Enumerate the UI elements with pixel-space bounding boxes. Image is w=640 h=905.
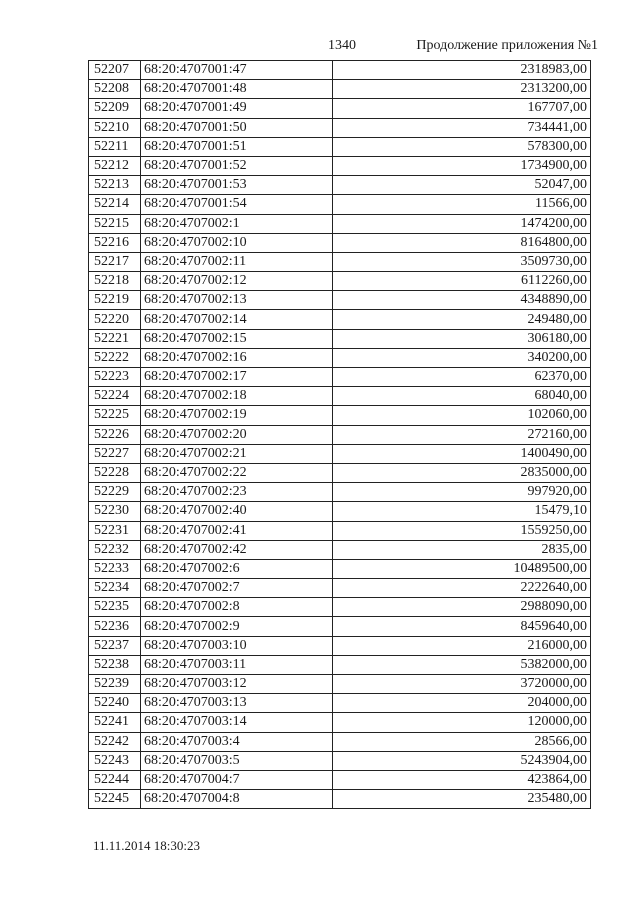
cadastral-value-cell: 5382000,00 [333,655,591,674]
cadastral-number-cell: 68:20:4707002:12 [141,272,333,291]
cadastral-number-cell: 68:20:4707001:48 [141,80,333,99]
cadastral-value-cell: 2222640,00 [333,579,591,598]
cadastral-number-cell: 68:20:4707002:21 [141,444,333,463]
cadastral-number-cell: 68:20:4707004:7 [141,770,333,789]
row-number-cell: 52211 [89,137,141,156]
cadastral-number-cell: 68:20:4707002:7 [141,579,333,598]
row-number-cell: 52234 [89,579,141,598]
table-row [89,137,591,156]
cadastral-value-cell: 4348890,00 [333,291,591,310]
row-number-cell: 52233 [89,559,141,578]
cadastral-value-cell: 216000,00 [333,636,591,655]
row-number-cell: 52223 [89,368,141,387]
table-row [89,444,591,463]
row-number-cell: 52214 [89,195,141,214]
cadastral-number-cell: 68:20:4707004:8 [141,790,333,809]
cadastral-value-cell: 340200,00 [333,348,591,367]
print-timestamp: 11.11.2014 18:30:23 [93,838,201,853]
row-number-cell: 52222 [89,348,141,367]
table-row [89,540,591,559]
cadastral-number-cell: 68:20:4707001:50 [141,118,333,137]
row-number-cell: 52219 [89,291,141,310]
table-row [89,176,591,195]
cadastral-value-cell: 2835,00 [333,540,591,559]
cadastral-value-cell: 1559250,00 [333,521,591,540]
cadastral-number-cell: 68:20:4707002:10 [141,233,333,252]
row-number-cell: 52209 [89,99,141,118]
cadastral-value-cell: 423864,00 [333,770,591,789]
table-row [89,751,591,770]
row-number-cell: 52231 [89,521,141,540]
cadastral-number-cell: 68:20:4707002:11 [141,252,333,271]
row-number-cell: 52208 [89,80,141,99]
cadastral-value-cell: 120000,00 [333,713,591,732]
table-row [89,310,591,329]
table-row [89,387,591,406]
table-row [89,655,591,674]
row-number-cell: 52245 [89,790,141,809]
row-number-cell: 52238 [89,655,141,674]
table-row [89,348,591,367]
table-row [89,713,591,732]
cadastral-number-cell: 68:20:4707001:49 [141,99,333,118]
cadastral-number-cell: 68:20:4707002:22 [141,463,333,482]
row-number-cell: 52213 [89,176,141,195]
cadastral-number-cell: 68:20:4707002:9 [141,617,333,636]
row-number-cell: 52232 [89,540,141,559]
cadastral-number-cell: 68:20:4707002:6 [141,559,333,578]
cadastral-number-cell: 68:20:4707002:19 [141,406,333,425]
cadastral-value-cell: 734441,00 [333,118,591,137]
cadastral-value-cell: 204000,00 [333,694,591,713]
table-row [89,156,591,175]
cadastral-number-cell: 68:20:4707002:16 [141,348,333,367]
cadastral-number-cell: 68:20:4707001:54 [141,195,333,214]
row-number-cell: 52217 [89,252,141,271]
cadastral-number-cell: 68:20:4707002:23 [141,483,333,502]
table-row [89,463,591,482]
row-number-cell: 52243 [89,751,141,770]
cadastral-value-cell: 1400490,00 [333,444,591,463]
cadastral-value-cell: 167707,00 [333,99,591,118]
cadastral-value-cell: 102060,00 [333,406,591,425]
cadastral-number-cell: 68:20:4707002:17 [141,368,333,387]
cadastral-value-cell: 15479,10 [333,502,591,521]
table-row [89,579,591,598]
row-number-cell: 52228 [89,463,141,482]
cadastral-value-cell: 8459640,00 [333,617,591,636]
row-number-cell: 52239 [89,675,141,694]
cadastral-value-table [88,60,590,809]
cadastral-value-cell: 68040,00 [333,387,591,406]
cadastral-value-cell: 10489500,00 [333,559,591,578]
row-number-cell: 52210 [89,118,141,137]
row-number-cell: 52220 [89,310,141,329]
table-row [89,233,591,252]
table-row [89,406,591,425]
cadastral-value-cell: 2835000,00 [333,463,591,482]
table-row [89,502,591,521]
cadastral-number-cell: 68:20:4707003:10 [141,636,333,655]
table-row [89,425,591,444]
cadastral-number-cell: 68:20:4707002:8 [141,598,333,617]
row-number-cell: 52240 [89,694,141,713]
row-number-cell: 52218 [89,272,141,291]
cadastral-number-cell: 68:20:4707003:13 [141,694,333,713]
cadastral-number-cell: 68:20:4707001:53 [141,176,333,195]
table-row [89,617,591,636]
table-row [89,252,591,271]
table-row [89,732,591,751]
cadastral-value-cell: 8164800,00 [333,233,591,252]
table-row [89,790,591,809]
cadastral-value-cell: 1474200,00 [333,214,591,233]
table-row [89,675,591,694]
cadastral-number-cell: 68:20:4707003:12 [141,675,333,694]
cadastral-number-cell: 68:20:4707002:1 [141,214,333,233]
table-row [89,272,591,291]
row-number-cell: 52207 [89,61,141,80]
cadastral-value-cell: 997920,00 [333,483,591,502]
cadastral-number-cell: 68:20:4707002:42 [141,540,333,559]
table-row [89,118,591,137]
cadastral-value-cell: 306180,00 [333,329,591,348]
cadastral-number-cell: 68:20:4707002:14 [141,310,333,329]
cadastral-number-cell: 68:20:4707003:4 [141,732,333,751]
table-row [89,694,591,713]
row-number-cell: 52242 [89,732,141,751]
cadastral-value-cell: 235480,00 [333,790,591,809]
row-number-cell: 52225 [89,406,141,425]
table-row [89,99,591,118]
row-number-cell: 52226 [89,425,141,444]
cadastral-number-cell: 68:20:4707002:41 [141,521,333,540]
cadastral-number-cell: 68:20:4707003:11 [141,655,333,674]
cadastral-value-cell: 2318983,00 [333,61,591,80]
cadastral-number-cell: 68:20:4707002:18 [141,387,333,406]
cadastral-value-cell: 3720000,00 [333,675,591,694]
table-row [89,559,591,578]
cadastral-value-cell: 578300,00 [333,137,591,156]
row-number-cell: 52212 [89,156,141,175]
table-row [89,521,591,540]
cadastral-value-cell: 249480,00 [333,310,591,329]
table-row [89,636,591,655]
cadastral-value-cell: 272160,00 [333,425,591,444]
table-body [89,61,591,809]
cadastral-value-cell: 62370,00 [333,368,591,387]
table-row [89,329,591,348]
table-row [89,291,591,310]
row-number-cell: 52215 [89,214,141,233]
row-number-cell: 52230 [89,502,141,521]
cadastral-number-cell: 68:20:4707003:5 [141,751,333,770]
cadastral-number-cell: 68:20:4707001:47 [141,61,333,80]
cadastral-number-cell: 68:20:4707003:14 [141,713,333,732]
page-number: 1340 [328,38,356,53]
cadastral-number-cell: 68:20:4707001:52 [141,156,333,175]
cadastral-number-cell: 68:20:4707001:51 [141,137,333,156]
table-row [89,368,591,387]
row-number-cell: 52241 [89,713,141,732]
row-number-cell: 52237 [89,636,141,655]
table-row [89,483,591,502]
cadastral-value-cell: 1734900,00 [333,156,591,175]
row-number-cell: 52227 [89,444,141,463]
table-row [89,214,591,233]
row-number-cell: 52229 [89,483,141,502]
table-row [89,195,591,214]
cadastral-value-cell: 2988090,00 [333,598,591,617]
cadastral-number-cell: 68:20:4707002:15 [141,329,333,348]
cadastral-value-cell: 52047,00 [333,176,591,195]
row-number-cell: 52235 [89,598,141,617]
cadastral-value-cell: 3509730,00 [333,252,591,271]
cadastral-value-cell: 28566,00 [333,732,591,751]
cadastral-value-cell: 6112260,00 [333,272,591,291]
cadastral-number-cell: 68:20:4707002:20 [141,425,333,444]
row-number-cell: 52216 [89,233,141,252]
table-row [89,598,591,617]
row-number-cell: 52221 [89,329,141,348]
cadastral-value-cell: 2313200,00 [333,80,591,99]
table-row [89,61,591,80]
row-number-cell: 52244 [89,770,141,789]
cadastral-number-cell: 68:20:4707002:40 [141,502,333,521]
table-row [89,770,591,789]
row-number-cell: 52224 [89,387,141,406]
appendix-title: Продолжение приложения №1 [416,38,598,53]
row-number-cell: 52236 [89,617,141,636]
table-row [89,80,591,99]
cadastral-value-cell: 5243904,00 [333,751,591,770]
cadastral-value-cell: 11566,00 [333,195,591,214]
cadastral-number-cell: 68:20:4707002:13 [141,291,333,310]
